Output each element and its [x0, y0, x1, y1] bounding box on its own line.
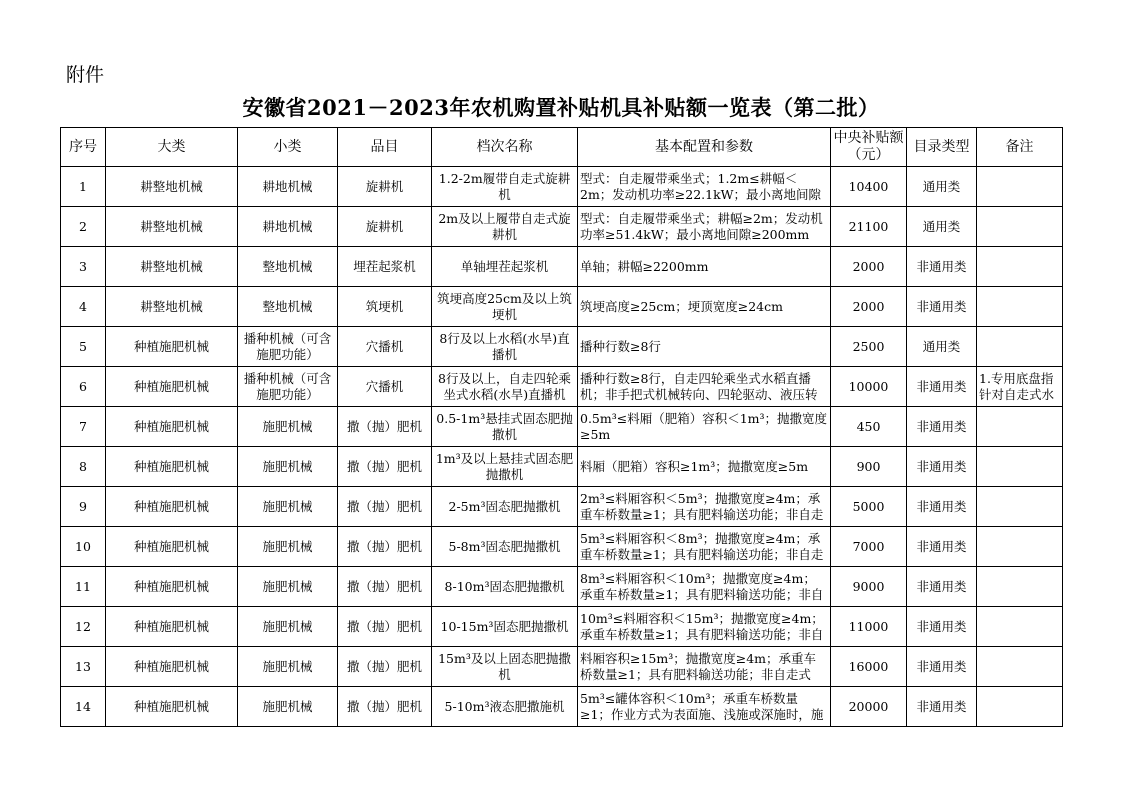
major-category: 耕整地机械 [140, 218, 203, 234]
spec-params-cell [578, 607, 831, 647]
row-number: 7 [79, 418, 87, 434]
row-number: 9 [79, 498, 87, 514]
table-row [61, 247, 1063, 287]
note-cell [977, 247, 1063, 287]
subsidy-amount-cell [831, 567, 907, 607]
row-number-cell [61, 327, 106, 367]
major-category: 耕整地机械 [140, 298, 203, 314]
note-cell [977, 647, 1063, 687]
subsidy-amount-cell [831, 487, 907, 527]
grade-name-cell [432, 407, 578, 447]
table-row [61, 287, 1063, 327]
item-name: 撒（抛）肥机 [346, 498, 422, 514]
catalog-type-cell [907, 247, 977, 287]
catalog-type: 非通用类 [916, 498, 967, 514]
subsidy-amount-cell [831, 247, 907, 287]
subsidy-amount: 9000 [852, 578, 885, 594]
grade-name-cell [432, 487, 578, 527]
row-number: 3 [79, 258, 87, 274]
minor-category-cell [238, 567, 338, 607]
table-header-row [61, 128, 1063, 167]
major-category-cell [106, 567, 238, 607]
note-cell [977, 207, 1063, 247]
header-type: 目录类型 [907, 128, 977, 167]
spec-params: 料厢容积≥15m³；抛撒宽度≥4m；承重车桥数量≥1；具有肥料输送功能；非自走式 [580, 650, 817, 682]
item-name: 撒（抛）肥机 [346, 658, 422, 674]
item-name: 撒（抛）肥机 [346, 618, 422, 634]
item-name-cell [338, 687, 432, 727]
grade-name-cell [432, 287, 578, 327]
row-number: 8 [79, 458, 87, 474]
major-category-cell [106, 647, 238, 687]
spec-params: 单轴；耕幅≥2200mm [580, 258, 709, 274]
major-category: 种植施肥机械 [133, 378, 209, 394]
major-category-cell [106, 527, 238, 567]
catalog-type: 非通用类 [916, 378, 967, 394]
table-row [61, 367, 1063, 407]
grade-name: 5-8m³固态肥抛撒机 [448, 538, 561, 554]
catalog-type-cell [907, 327, 977, 367]
subsidy-amount-cell [831, 527, 907, 567]
major-category: 耕整地机械 [140, 178, 203, 194]
row-number-cell [61, 607, 106, 647]
grade-name: 1.2-2m履带自走式旋耕机 [438, 170, 571, 202]
item-name-cell [338, 167, 432, 207]
minor-category: 整地机械 [262, 298, 313, 314]
subsidy-table [60, 127, 1063, 727]
table-row [61, 687, 1063, 727]
grade-name-cell [432, 447, 578, 487]
subsidy-amount-cell [831, 327, 907, 367]
minor-category-cell [238, 487, 338, 527]
item-name-cell [338, 647, 432, 687]
attachment-label: 附件 [66, 64, 105, 86]
item-name: 旋耕机 [365, 178, 404, 194]
note-cell [977, 167, 1063, 207]
major-category-cell [106, 367, 238, 407]
row-number: 10 [75, 538, 91, 554]
row-number-cell [61, 647, 106, 687]
spec-params-cell [578, 287, 831, 327]
catalog-type: 非通用类 [916, 538, 967, 554]
minor-category-cell [238, 607, 338, 647]
spec-params-cell [578, 527, 831, 567]
grade-name-cell [432, 527, 578, 567]
major-category: 种植施肥机械 [133, 458, 209, 474]
table-row [61, 647, 1063, 687]
note-cell [977, 287, 1063, 327]
table-row [61, 327, 1063, 367]
grade-name: 5-10m³液态肥撒施机 [444, 698, 565, 714]
item-name: 旋耕机 [365, 218, 404, 234]
grade-name: 单轴埋茬起浆机 [460, 258, 549, 274]
catalog-type: 非通用类 [916, 458, 967, 474]
spec-params-cell [578, 487, 831, 527]
spec-params-cell [578, 447, 831, 487]
subsidy-amount: 2000 [852, 298, 885, 314]
subsidy-amount: 10400 [848, 178, 889, 194]
subsidy-amount-cell [831, 167, 907, 207]
row-number-cell [61, 567, 106, 607]
spec-params-cell [578, 167, 831, 207]
item-name-cell [338, 327, 432, 367]
grade-name: 8行及以上水稻(水旱)直播机 [439, 330, 570, 362]
item-name-cell [338, 407, 432, 447]
grade-name-cell [432, 367, 578, 407]
catalog-type: 非通用类 [916, 418, 967, 434]
catalog-type-cell [907, 527, 977, 567]
item-name: 撒（抛）肥机 [346, 698, 422, 714]
row-number: 14 [75, 698, 91, 714]
grade-name: 8-10m³固态肥抛撒机 [444, 578, 565, 594]
item-name-cell [338, 487, 432, 527]
grade-name: 筑埂高度25cm及以上筑埂机 [437, 290, 572, 322]
row-number: 6 [79, 378, 87, 394]
subsidy-amount: 5000 [852, 498, 885, 514]
catalog-type: 通用类 [922, 218, 961, 234]
row-number-cell [61, 367, 106, 407]
catalog-type-cell [907, 447, 977, 487]
minor-category: 耕地机械 [262, 178, 313, 194]
item-name-cell [338, 527, 432, 567]
minor-category-cell [238, 687, 338, 727]
note: 1.专用底盘指针对自走式水 [979, 370, 1055, 402]
catalog-type-cell [907, 167, 977, 207]
table-row [61, 207, 1063, 247]
header-note: 备注 [977, 128, 1063, 167]
catalog-type-cell [907, 207, 977, 247]
minor-category: 施肥机械 [262, 458, 313, 474]
minor-category-cell [238, 207, 338, 247]
minor-category: 施肥机械 [262, 658, 313, 674]
grade-name: 0.5-1m³悬挂式固态肥抛撒机 [436, 410, 573, 442]
spec-params: 10m³≤料厢容积＜15m³；抛撒宽度≥4m；承重车桥数量≥1；具有肥料输送功能；非自 [580, 610, 824, 642]
minor-category-cell [238, 647, 338, 687]
major-category: 种植施肥机械 [133, 698, 209, 714]
minor-category: 整地机械 [262, 258, 313, 274]
minor-category-cell [238, 407, 338, 447]
catalog-type-cell [907, 367, 977, 407]
spec-params-cell [578, 367, 831, 407]
subsidy-amount-cell [831, 407, 907, 447]
table-row [61, 607, 1063, 647]
item-name-cell [338, 367, 432, 407]
header-subsidy: 中央补贴额（元） [831, 128, 907, 167]
major-category-cell [106, 247, 238, 287]
note-cell [977, 367, 1063, 407]
row-number-cell [61, 287, 106, 327]
minor-category: 施肥机械 [262, 578, 313, 594]
minor-category: 施肥机械 [262, 498, 313, 514]
header-item: 品目 [338, 128, 432, 167]
spec-params: 筑埂高度≥25cm；埂顶宽度≥24cm [580, 298, 783, 314]
grade-name: 2m及以上履带自走式旋耕机 [438, 210, 571, 242]
spec-params: 播种行数≥8行 [580, 338, 661, 354]
minor-category: 播种机械（可含施肥功能） [243, 370, 332, 402]
catalog-type: 非通用类 [916, 698, 967, 714]
subsidy-amount-cell [831, 367, 907, 407]
row-number: 5 [79, 338, 87, 354]
subsidy-amount-cell [831, 287, 907, 327]
row-number: 2 [79, 218, 87, 234]
major-category-cell [106, 207, 238, 247]
major-category-cell [106, 687, 238, 727]
spec-params-cell [578, 247, 831, 287]
table-row [61, 567, 1063, 607]
major-category: 种植施肥机械 [133, 498, 209, 514]
minor-category: 施肥机械 [262, 418, 313, 434]
table-row [61, 167, 1063, 207]
spec-params: 8m³≤料厢容积＜10m³；抛撒宽度≥4m；承重车桥数量≥1；具有肥料输送功能；非自 [580, 570, 824, 602]
header-major: 大类 [106, 128, 238, 167]
major-category: 种植施肥机械 [133, 578, 209, 594]
major-category: 种植施肥机械 [133, 658, 209, 674]
row-number-cell [61, 247, 106, 287]
grade-name-cell [432, 607, 578, 647]
spec-params: 2m³≤料厢容积＜5m³；抛撒宽度≥4m；承重车桥数量≥1；具有肥料输送功能；非自走 [580, 490, 824, 522]
row-number-cell [61, 447, 106, 487]
grade-name-cell [432, 207, 578, 247]
major-category: 耕整地机械 [140, 258, 203, 274]
note-cell [977, 607, 1063, 647]
spec-params: 型式：自走履带乘坐式；1.2m≤耕幅＜2m；发动机功率≥22.1kW；最小离地间隙 [580, 170, 822, 202]
catalog-type: 非通用类 [916, 578, 967, 594]
subsidy-amount: 2500 [852, 338, 885, 354]
subsidy-amount-cell [831, 647, 907, 687]
spec-params: 0.5m³≤料厢（肥箱）容积＜1m³；抛撒宽度≥5m [580, 410, 828, 442]
row-number: 13 [75, 658, 91, 674]
minor-category-cell [238, 167, 338, 207]
item-name: 筑埂机 [365, 298, 404, 314]
row-number: 1 [79, 178, 87, 194]
item-name: 撒（抛）肥机 [346, 418, 422, 434]
row-number: 12 [75, 618, 91, 634]
minor-category: 耕地机械 [262, 218, 313, 234]
grade-name: 15m³及以上固态肥抛撒机 [438, 650, 571, 682]
subsidy-amount: 10000 [848, 378, 889, 394]
major-category-cell [106, 327, 238, 367]
item-name-cell [338, 247, 432, 287]
row-number: 4 [79, 298, 87, 314]
item-name-cell [338, 207, 432, 247]
subsidy-amount: 16000 [848, 658, 889, 674]
catalog-type-cell [907, 407, 977, 447]
item-name: 撒（抛）肥机 [346, 578, 422, 594]
row-number-cell [61, 407, 106, 447]
minor-category-cell [238, 247, 338, 287]
spec-params: 5m³≤罐体容积＜10m³；承重车桥数量≥1；作业方式为表面施、浅施或深施时，施 [580, 690, 824, 722]
subsidy-amount: 20000 [848, 698, 889, 714]
catalog-type: 非通用类 [916, 618, 967, 634]
item-name: 穴播机 [365, 378, 404, 394]
catalog-type-cell [907, 567, 977, 607]
spec-params-cell [578, 647, 831, 687]
row-number-cell [61, 687, 106, 727]
item-name: 埋茬起浆机 [353, 258, 416, 274]
note-cell [977, 527, 1063, 567]
major-category: 种植施肥机械 [133, 418, 209, 434]
subsidy-amount-cell [831, 607, 907, 647]
catalog-type-cell [907, 607, 977, 647]
table-row [61, 527, 1063, 567]
row-number-cell [61, 527, 106, 567]
subsidy-amount-cell [831, 447, 907, 487]
major-category-cell [106, 447, 238, 487]
minor-category: 施肥机械 [262, 698, 313, 714]
minor-category: 施肥机械 [262, 618, 313, 634]
major-category-cell [106, 287, 238, 327]
catalog-type: 非通用类 [916, 658, 967, 674]
catalog-type-cell [907, 487, 977, 527]
spec-params-cell [578, 567, 831, 607]
subsidy-amount-cell [831, 207, 907, 247]
grade-name-cell [432, 327, 578, 367]
grade-name-cell [432, 167, 578, 207]
grade-name-cell [432, 687, 578, 727]
major-category-cell [106, 607, 238, 647]
note-cell [977, 407, 1063, 447]
minor-category-cell [238, 527, 338, 567]
major-category: 种植施肥机械 [133, 618, 209, 634]
subsidy-amount: 7000 [852, 538, 885, 554]
header-no: 序号 [61, 128, 106, 167]
row-number-cell [61, 167, 106, 207]
table-row [61, 407, 1063, 447]
page-title: 安徽省2021－2023年农机购置补贴机具补贴额一览表（第二批） [242, 95, 880, 120]
spec-params: 5m³≤料厢容积＜8m³；抛撒宽度≥4m；承重车桥数量≥1；具有肥料输送功能；非自走 [580, 530, 824, 562]
header-spec: 基本配置和参数 [578, 128, 831, 167]
minor-category-cell [238, 447, 338, 487]
note-cell [977, 687, 1063, 727]
subsidy-amount: 2000 [852, 258, 885, 274]
catalog-type: 非通用类 [916, 298, 967, 314]
item-name-cell [338, 567, 432, 607]
item-name-cell [338, 287, 432, 327]
spec-params-cell [578, 327, 831, 367]
spec-params-cell [578, 687, 831, 727]
item-name: 撒（抛）肥机 [346, 458, 422, 474]
catalog-type-cell [907, 647, 977, 687]
minor-category-cell [238, 367, 338, 407]
major-category: 种植施肥机械 [133, 538, 209, 554]
grade-name: 10-15m³固态肥抛撒机 [440, 618, 569, 634]
grade-name: 1m³及以上悬挂式固态肥抛撒机 [435, 450, 574, 482]
grade-name: 8行及以上，自走四轮乘坐式水稻(水旱)直播机 [438, 370, 571, 402]
catalog-type: 通用类 [922, 178, 961, 194]
header-minor: 小类 [238, 128, 338, 167]
note-cell [977, 327, 1063, 367]
row-number: 11 [75, 578, 91, 594]
subsidy-amount: 21100 [848, 218, 889, 234]
major-category: 种植施肥机械 [133, 338, 209, 354]
subsidy-amount: 450 [856, 418, 881, 434]
note-cell [977, 487, 1063, 527]
item-name-cell [338, 447, 432, 487]
note-cell [977, 447, 1063, 487]
spec-params: 料厢（肥箱）容积≥1m³；抛撒宽度≥5m [580, 458, 809, 474]
minor-category-cell [238, 287, 338, 327]
item-name-cell [338, 607, 432, 647]
subsidy-amount-cell [831, 687, 907, 727]
spec-params-cell [578, 207, 831, 247]
spec-params: 播种行数≥8行，自走四轮乘坐式水稻直播机；非手把式机械转向、四轮驱动、液压转 [580, 370, 818, 402]
grade-name: 2-5m³固态肥抛撒机 [448, 498, 561, 514]
row-number-cell [61, 207, 106, 247]
header-grade: 档次名称 [432, 128, 578, 167]
grade-name-cell [432, 247, 578, 287]
catalog-type: 非通用类 [916, 258, 967, 274]
table-row [61, 447, 1063, 487]
major-category-cell [106, 407, 238, 447]
catalog-type-cell [907, 287, 977, 327]
row-number-cell [61, 487, 106, 527]
major-category-cell [106, 487, 238, 527]
item-name: 撒（抛）肥机 [346, 538, 422, 554]
spec-params: 型式：自走履带乘坐式；耕幅≥2m；发动机功率≥51.4kW；最小离地间隙≥200mm [580, 210, 823, 242]
grade-name-cell [432, 567, 578, 607]
subsidy-amount: 900 [856, 458, 881, 474]
minor-category: 施肥机械 [262, 538, 313, 554]
minor-category: 播种机械（可含施肥功能） [243, 330, 332, 362]
note-cell [977, 567, 1063, 607]
catalog-type-cell [907, 687, 977, 727]
table-row [61, 487, 1063, 527]
major-category-cell [106, 167, 238, 207]
spec-params-cell [578, 407, 831, 447]
grade-name-cell [432, 647, 578, 687]
subsidy-amount: 11000 [848, 618, 889, 634]
catalog-type: 通用类 [922, 338, 961, 354]
minor-category-cell [238, 327, 338, 367]
item-name: 穴播机 [365, 338, 404, 354]
